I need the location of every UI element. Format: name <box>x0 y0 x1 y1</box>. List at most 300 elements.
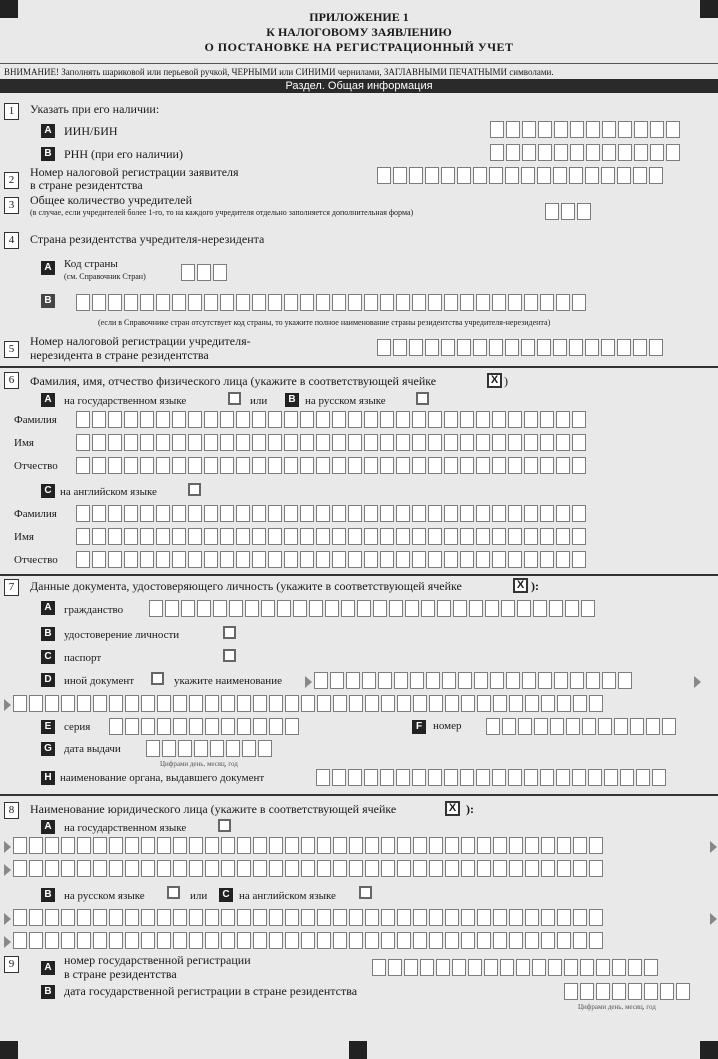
input-cell[interactable] <box>236 294 250 311</box>
input-cell[interactable] <box>453 600 467 617</box>
input-cell[interactable] <box>634 121 648 138</box>
input-cell[interactable] <box>580 983 594 1000</box>
input-cell[interactable] <box>236 551 250 568</box>
input-cell[interactable] <box>413 695 427 712</box>
input-cell[interactable] <box>348 411 362 428</box>
input-cell[interactable] <box>580 959 594 976</box>
input-cell[interactable] <box>396 551 410 568</box>
input-cell[interactable] <box>220 411 234 428</box>
input-cell[interactable] <box>506 144 520 161</box>
input-cell[interactable] <box>269 837 283 854</box>
input-cell[interactable] <box>61 909 75 926</box>
input-cell[interactable] <box>109 860 123 877</box>
input-cell[interactable] <box>381 837 395 854</box>
input-cell[interactable] <box>149 600 163 617</box>
input-cell[interactable] <box>76 294 90 311</box>
state-reg-date-boxes[interactable] <box>564 983 690 1000</box>
input-cell[interactable] <box>108 411 122 428</box>
input-cell[interactable] <box>125 909 139 926</box>
input-cell[interactable] <box>252 505 266 522</box>
input-cell[interactable] <box>461 909 475 926</box>
input-cell[interactable] <box>157 860 171 877</box>
input-cell[interactable] <box>380 505 394 522</box>
input-cell[interactable] <box>473 339 487 356</box>
input-cell[interactable] <box>381 909 395 926</box>
input-cell[interactable] <box>428 769 442 786</box>
input-cell[interactable] <box>13 909 27 926</box>
input-cell[interactable] <box>589 909 603 926</box>
input-cell[interactable] <box>316 434 330 451</box>
input-cell[interactable] <box>237 718 251 735</box>
input-cell[interactable] <box>649 167 663 184</box>
input-cell[interactable] <box>221 932 235 949</box>
input-cell[interactable] <box>412 294 426 311</box>
input-cell[interactable] <box>396 505 410 522</box>
input-cell[interactable] <box>486 718 500 735</box>
input-cell[interactable] <box>205 718 219 735</box>
input-cell[interactable] <box>524 457 538 474</box>
input-cell[interactable] <box>538 121 552 138</box>
input-cell[interactable] <box>524 528 538 545</box>
issuing-authority-boxes[interactable] <box>316 769 666 786</box>
input-cell[interactable] <box>525 837 539 854</box>
input-cell[interactable] <box>506 121 520 138</box>
input-cell[interactable] <box>349 695 363 712</box>
input-cell[interactable] <box>540 505 554 522</box>
input-cell[interactable] <box>173 860 187 877</box>
input-cell[interactable] <box>508 434 522 451</box>
input-cell[interactable] <box>140 294 154 311</box>
input-cell[interactable] <box>316 457 330 474</box>
input-cell[interactable] <box>556 551 570 568</box>
input-cell[interactable] <box>109 837 123 854</box>
input-cell[interactable] <box>316 528 330 545</box>
input-cell[interactable] <box>509 932 523 949</box>
input-cell[interactable] <box>540 434 554 451</box>
input-cell[interactable] <box>77 695 91 712</box>
input-cell[interactable] <box>493 932 507 949</box>
input-cell[interactable] <box>412 434 426 451</box>
input-cell[interactable] <box>396 411 410 428</box>
input-cell[interactable] <box>396 457 410 474</box>
input-cell[interactable] <box>268 457 282 474</box>
input-cell[interactable] <box>204 434 218 451</box>
input-cell[interactable] <box>405 600 419 617</box>
input-cell[interactable] <box>489 167 503 184</box>
input-cell[interactable] <box>365 695 379 712</box>
input-cell[interactable] <box>444 434 458 451</box>
input-cell[interactable] <box>236 528 250 545</box>
input-cell[interactable] <box>76 434 90 451</box>
input-cell[interactable] <box>377 339 391 356</box>
input-cell[interactable] <box>501 600 515 617</box>
input-cell[interactable] <box>173 909 187 926</box>
input-cell[interactable] <box>205 860 219 877</box>
input-cell[interactable] <box>633 167 647 184</box>
input-cell[interactable] <box>348 769 362 786</box>
input-cell[interactable] <box>92 457 106 474</box>
input-cell[interactable] <box>157 718 171 735</box>
input-cell[interactable] <box>617 339 631 356</box>
input-cell[interactable] <box>581 600 595 617</box>
iin-bin-boxes[interactable] <box>490 121 680 138</box>
input-cell[interactable] <box>428 434 442 451</box>
input-cell[interactable] <box>601 339 615 356</box>
input-cell[interactable] <box>172 551 186 568</box>
input-cell[interactable] <box>189 837 203 854</box>
input-cell[interactable] <box>492 528 506 545</box>
input-cell[interactable] <box>188 457 202 474</box>
input-cell[interactable] <box>156 505 170 522</box>
input-cell[interactable] <box>429 837 443 854</box>
input-cell[interactable] <box>293 600 307 617</box>
input-cell[interactable] <box>628 959 642 976</box>
input-cell[interactable] <box>300 551 314 568</box>
input-cell[interactable] <box>284 551 298 568</box>
input-cell[interactable] <box>140 505 154 522</box>
country-name-boxes[interactable] <box>76 294 586 311</box>
input-cell[interactable] <box>461 932 475 949</box>
input-cell[interactable] <box>364 505 378 522</box>
input-cell[interactable] <box>140 457 154 474</box>
input-cell[interactable] <box>460 505 474 522</box>
input-cell[interactable] <box>393 339 407 356</box>
input-cell[interactable] <box>508 294 522 311</box>
input-cell[interactable] <box>421 600 435 617</box>
input-cell[interactable] <box>492 411 506 428</box>
input-cell[interactable] <box>444 528 458 545</box>
input-cell[interactable] <box>146 740 160 757</box>
input-cell[interactable] <box>381 695 395 712</box>
input-cell[interactable] <box>45 837 59 854</box>
input-cell[interactable] <box>372 959 386 976</box>
input-cell[interactable] <box>614 718 628 735</box>
input-cell[interactable] <box>525 909 539 926</box>
input-cell[interactable] <box>652 769 666 786</box>
patronymic-boxes[interactable] <box>76 457 586 474</box>
input-cell[interactable] <box>317 695 331 712</box>
input-cell[interactable] <box>364 434 378 451</box>
input-cell[interactable] <box>92 505 106 522</box>
input-cell[interactable] <box>489 339 503 356</box>
input-cell[interactable] <box>533 600 547 617</box>
input-cell[interactable] <box>330 672 344 689</box>
input-cell[interactable] <box>662 718 676 735</box>
input-cell[interactable] <box>77 837 91 854</box>
input-cell[interactable] <box>173 718 187 735</box>
input-cell[interactable] <box>108 457 122 474</box>
input-cell[interactable] <box>378 672 392 689</box>
input-cell[interactable] <box>204 505 218 522</box>
input-cell[interactable] <box>204 294 218 311</box>
input-cell[interactable] <box>317 932 331 949</box>
legal-name-ru-en-boxes-2[interactable] <box>13 932 603 949</box>
input-cell[interactable] <box>189 909 203 926</box>
input-cell[interactable] <box>476 528 490 545</box>
founder-reg-number-boxes[interactable] <box>377 339 663 356</box>
input-cell[interactable] <box>349 837 363 854</box>
input-cell[interactable] <box>460 411 474 428</box>
input-cell[interactable] <box>157 695 171 712</box>
input-cell[interactable] <box>172 505 186 522</box>
input-cell[interactable] <box>476 551 490 568</box>
input-cell[interactable] <box>124 411 138 428</box>
input-cell[interactable] <box>445 932 459 949</box>
input-cell[interactable] <box>541 837 555 854</box>
input-cell[interactable] <box>61 932 75 949</box>
input-cell[interactable] <box>413 837 427 854</box>
input-cell[interactable] <box>300 505 314 522</box>
input-cell[interactable] <box>125 718 139 735</box>
input-cell[interactable] <box>564 959 578 976</box>
input-cell[interactable] <box>125 932 139 949</box>
input-cell[interactable] <box>301 932 315 949</box>
input-cell[interactable] <box>589 932 603 949</box>
input-cell[interactable] <box>269 695 283 712</box>
english-language-checkbox[interactable] <box>188 483 201 496</box>
input-cell[interactable] <box>189 718 203 735</box>
input-cell[interactable] <box>380 294 394 311</box>
input-cell[interactable] <box>556 434 570 451</box>
input-cell[interactable] <box>476 505 490 522</box>
input-cell[interactable] <box>172 411 186 428</box>
input-cell[interactable] <box>349 909 363 926</box>
input-cell[interactable] <box>548 959 562 976</box>
input-cell[interactable] <box>444 505 458 522</box>
input-cell[interactable] <box>538 144 552 161</box>
input-cell[interactable] <box>540 551 554 568</box>
input-cell[interactable] <box>410 672 424 689</box>
input-cell[interactable] <box>394 672 408 689</box>
input-cell[interactable] <box>188 528 202 545</box>
input-cell[interactable] <box>556 528 570 545</box>
input-cell[interactable] <box>124 528 138 545</box>
input-cell[interactable] <box>189 695 203 712</box>
input-cell[interactable] <box>444 769 458 786</box>
input-cell[interactable] <box>522 672 536 689</box>
input-cell[interactable] <box>492 434 506 451</box>
input-cell[interactable] <box>108 294 122 311</box>
input-cell[interactable] <box>516 959 530 976</box>
input-cell[interactable] <box>269 909 283 926</box>
input-cell[interactable] <box>93 837 107 854</box>
input-cell[interactable] <box>380 411 394 428</box>
input-cell[interactable] <box>572 505 586 522</box>
input-cell[interactable] <box>646 718 660 735</box>
legal-english-checkbox[interactable] <box>359 886 372 899</box>
input-cell[interactable] <box>93 909 107 926</box>
input-cell[interactable] <box>460 528 474 545</box>
input-cell[interactable] <box>412 769 426 786</box>
input-cell[interactable] <box>261 600 275 617</box>
input-cell[interactable] <box>428 411 442 428</box>
input-cell[interactable] <box>332 528 346 545</box>
input-cell[interactable] <box>441 167 455 184</box>
input-cell[interactable] <box>545 203 559 220</box>
other-doc-name-boxes[interactable] <box>314 672 632 689</box>
input-cell[interactable] <box>220 294 234 311</box>
input-cell[interactable] <box>157 932 171 949</box>
input-cell[interactable] <box>644 959 658 976</box>
input-cell[interactable] <box>333 695 347 712</box>
legal-name-state-boxes-2[interactable] <box>13 860 603 877</box>
input-cell[interactable] <box>554 144 568 161</box>
input-cell[interactable] <box>618 144 632 161</box>
input-cell[interactable] <box>572 528 586 545</box>
input-cell[interactable] <box>348 434 362 451</box>
input-cell[interactable] <box>357 600 371 617</box>
input-cell[interactable] <box>380 457 394 474</box>
input-cell[interactable] <box>205 932 219 949</box>
input-cell[interactable] <box>428 505 442 522</box>
input-cell[interactable] <box>413 909 427 926</box>
input-cell[interactable] <box>236 505 250 522</box>
input-cell[interactable] <box>644 983 658 1000</box>
rnn-boxes[interactable] <box>490 144 680 161</box>
input-cell[interactable] <box>409 339 423 356</box>
input-cell[interactable] <box>268 528 282 545</box>
input-cell[interactable] <box>492 294 506 311</box>
input-cell[interactable] <box>524 505 538 522</box>
input-cell[interactable] <box>236 457 250 474</box>
input-cell[interactable] <box>444 411 458 428</box>
input-cell[interactable] <box>437 600 451 617</box>
input-cell[interactable] <box>618 672 632 689</box>
input-cell[interactable] <box>445 909 459 926</box>
input-cell[interactable] <box>76 505 90 522</box>
input-cell[interactable] <box>650 121 664 138</box>
input-cell[interactable] <box>602 144 616 161</box>
input-cell[interactable] <box>61 837 75 854</box>
input-cell[interactable] <box>460 769 474 786</box>
input-cell[interactable] <box>554 121 568 138</box>
input-cell[interactable] <box>493 695 507 712</box>
input-cell[interactable] <box>476 457 490 474</box>
input-cell[interactable] <box>333 860 347 877</box>
input-cell[interactable] <box>412 505 426 522</box>
input-cell[interactable] <box>445 837 459 854</box>
input-cell[interactable] <box>429 695 443 712</box>
legal-russian-checkbox[interactable] <box>167 886 180 899</box>
input-cell[interactable] <box>650 144 664 161</box>
input-cell[interactable] <box>505 167 519 184</box>
input-cell[interactable] <box>242 740 256 757</box>
input-cell[interactable] <box>236 411 250 428</box>
input-cell[interactable] <box>173 932 187 949</box>
input-cell[interactable] <box>252 457 266 474</box>
input-cell[interactable] <box>173 837 187 854</box>
input-cell[interactable] <box>425 339 439 356</box>
input-cell[interactable] <box>569 339 583 356</box>
input-cell[interactable] <box>269 860 283 877</box>
surname-boxes[interactable] <box>76 411 586 428</box>
input-cell[interactable] <box>506 672 520 689</box>
input-cell[interactable] <box>490 121 504 138</box>
input-cell[interactable] <box>441 339 455 356</box>
input-cell[interactable] <box>540 411 554 428</box>
input-cell[interactable] <box>666 121 680 138</box>
patronymic-en-boxes[interactable] <box>76 551 586 568</box>
input-cell[interactable] <box>492 769 506 786</box>
input-cell[interactable] <box>13 860 27 877</box>
input-cell[interactable] <box>268 551 282 568</box>
input-cell[interactable] <box>141 932 155 949</box>
input-cell[interactable] <box>476 769 490 786</box>
input-cell[interactable] <box>197 264 211 281</box>
input-cell[interactable] <box>397 860 411 877</box>
input-cell[interactable] <box>189 932 203 949</box>
input-cell[interactable] <box>178 740 192 757</box>
input-cell[interactable] <box>140 434 154 451</box>
input-cell[interactable] <box>13 837 27 854</box>
input-cell[interactable] <box>553 167 567 184</box>
input-cell[interactable] <box>373 600 387 617</box>
input-cell[interactable] <box>204 528 218 545</box>
id-card-checkbox[interactable] <box>223 626 236 639</box>
input-cell[interactable] <box>284 411 298 428</box>
input-cell[interactable] <box>141 837 155 854</box>
input-cell[interactable] <box>124 434 138 451</box>
input-cell[interactable] <box>492 505 506 522</box>
input-cell[interactable] <box>412 551 426 568</box>
input-cell[interactable] <box>188 411 202 428</box>
input-cell[interactable] <box>570 144 584 161</box>
input-cell[interactable] <box>380 434 394 451</box>
input-cell[interactable] <box>284 434 298 451</box>
input-cell[interactable] <box>253 932 267 949</box>
input-cell[interactable] <box>436 959 450 976</box>
input-cell[interactable] <box>220 505 234 522</box>
input-cell[interactable] <box>301 837 315 854</box>
input-cell[interactable] <box>630 718 644 735</box>
input-cell[interactable] <box>269 932 283 949</box>
input-cell[interactable] <box>284 294 298 311</box>
input-cell[interactable] <box>365 909 379 926</box>
input-cell[interactable] <box>549 600 563 617</box>
input-cell[interactable] <box>348 457 362 474</box>
input-cell[interactable] <box>476 434 490 451</box>
input-cell[interactable] <box>194 740 208 757</box>
input-cell[interactable] <box>477 837 491 854</box>
input-cell[interactable] <box>572 769 586 786</box>
input-cell[interactable] <box>500 959 514 976</box>
input-cell[interactable] <box>461 860 475 877</box>
country-code-boxes[interactable] <box>181 264 227 281</box>
input-cell[interactable] <box>45 932 59 949</box>
input-cell[interactable] <box>540 457 554 474</box>
input-cell[interactable] <box>397 909 411 926</box>
input-cell[interactable] <box>237 860 251 877</box>
legal-state-language-checkbox[interactable] <box>218 819 231 832</box>
input-cell[interactable] <box>633 339 647 356</box>
input-cell[interactable] <box>92 528 106 545</box>
input-cell[interactable] <box>461 695 475 712</box>
input-cell[interactable] <box>525 695 539 712</box>
input-cell[interactable] <box>245 600 259 617</box>
input-cell[interactable] <box>124 457 138 474</box>
input-cell[interactable] <box>569 167 583 184</box>
input-cell[interactable] <box>109 932 123 949</box>
input-cell[interactable] <box>564 983 578 1000</box>
input-cell[interactable] <box>442 672 456 689</box>
input-cell[interactable] <box>197 600 211 617</box>
input-cell[interactable] <box>476 411 490 428</box>
input-cell[interactable] <box>157 909 171 926</box>
input-cell[interactable] <box>268 294 282 311</box>
input-cell[interactable] <box>316 769 330 786</box>
input-cell[interactable] <box>588 769 602 786</box>
input-cell[interactable] <box>413 932 427 949</box>
